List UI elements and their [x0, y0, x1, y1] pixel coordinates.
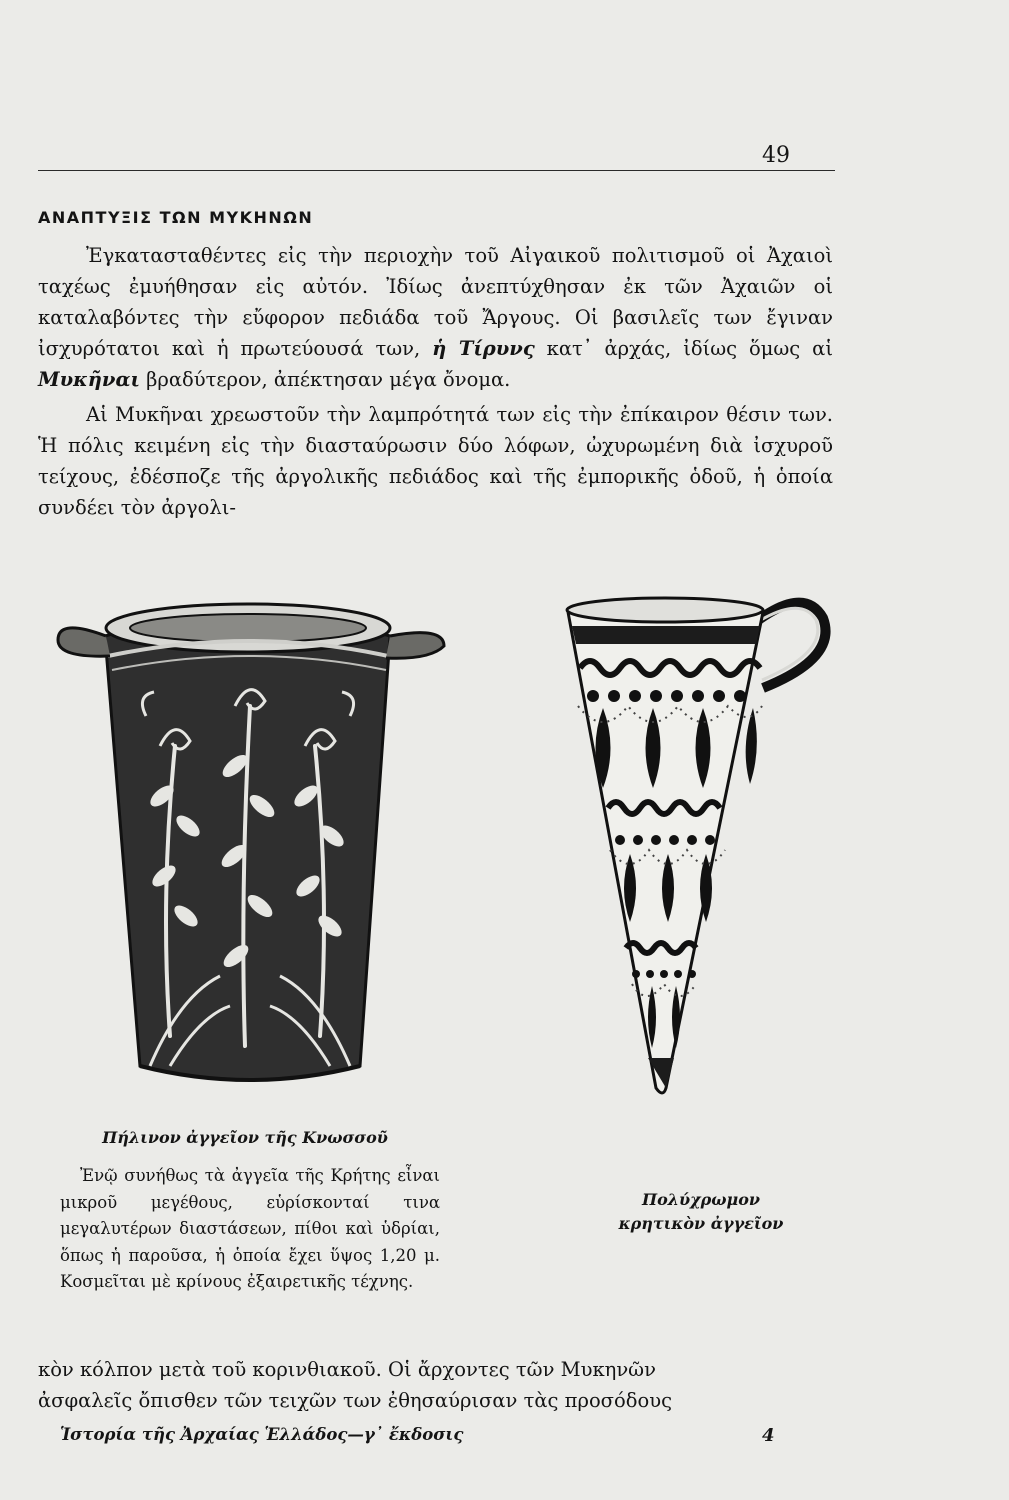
header-rule	[38, 170, 835, 171]
paragraph-1-part-3: βραδύτερον, ἀπέκτησαν μέγα ὄνομα.	[139, 368, 511, 391]
mycenae-highlight: Μυκῆναι	[38, 368, 140, 391]
paragraph-1-part-2: κατ᾽ ἀρχάς, ἰδίως ὅμως αἱ	[534, 337, 833, 360]
left-figure-caption: Πήλινον ἀγγεῖον τῆς Κνωσσοῦ	[102, 1128, 388, 1147]
cretan-rhyton-illustration	[548, 588, 838, 1188]
section-heading: ΑΝΑΠΤΥΞΙΣ ΤΩΝ ΜΥΚΗΝΩΝ	[38, 208, 314, 227]
footer-book-title: Ἱστορία τῆς Ἀρχαίας Ἑλλάδος—γ᾽ ἔκδοσις	[60, 1425, 464, 1444]
tiryns-highlight: ἡ Τίρυνς	[432, 337, 535, 360]
paragraph-1-part-1: Ἐγκατασταθέντες εἰς τὴν περιοχὴν τοῦ Αἰγαικοῦ πολιτισμοῦ οἱ Ἀχαιοὶ ταχέως ἐμυήθησαν εἰς αὐτόν. Ἰδίως ἀνεπτύχθησαν ἐκ τῶν Ἀχαιῶν οἱ καταλαβόντες τὴν εὔφορον πεδιάδα τοῦ Ἄργους. Οἱ βασιλεῖς των ἔγιναν ἰσχυρότατοι καὶ ἡ πρωτεύουσά των,	[38, 244, 833, 360]
continuation-line-2: ἀσφαλεῖς ὄπισθεν τῶν τειχῶν των ἐθησαύρισαν τὰς προσόδους	[38, 1389, 672, 1412]
right-caption-line-2: κρητικὸν ἀγγεῖον	[618, 1214, 784, 1233]
continuation-text	[38, 1354, 833, 1416]
body-text	[38, 240, 833, 523]
knossos-jar-illustration	[50, 596, 450, 1096]
paragraph-2: Αἱ Μυκῆναι χρεωστοῦν τὴν λαμπρότητά των εἰς τὴν ἐπίκαιρον θέσιν των. Ἡ πόλις κειμένη εἰς τὴν διασταύρωσιν δύο λόφων, ὠχυρωμένη διὰ ἰσχυροῦ τείχους, ἐδέσποζε τῆς ἀργολικῆς πεδιάδος καὶ τῆς ἐμπορικῆς ὁδοῦ, ἡ ὁποία συνδέει τὸν ἀργολι-	[38, 403, 833, 519]
side-note-text: Ἐνῷ συνήθως τὰ ἀγγεῖα τῆς Κρήτης εἶναι μικροῦ μεγέθους, εὑρίσκονταί τινα μεγαλυτέρων διαστάσεων, πίθοι καὶ ὑδρίαι, ὅπως ἡ παροῦσα, ἡ ὁποία ἔχει ὕψος 1,20 μ. Κοσμεῖται μὲ κρίνους ἐξαιρετικῆς τέχνης.	[60, 1166, 440, 1291]
footer-signature-number: 4	[762, 1425, 775, 1446]
right-figure-caption	[596, 1188, 806, 1236]
page-number: 49	[762, 143, 790, 168]
right-caption-line-1: Πολύχρωμον	[642, 1190, 760, 1209]
continuation-line-1: κὸν κόλπον μετὰ τοῦ κορινθιακοῦ. Οἱ ἄρχοντες τῶν Μυκηνῶν	[38, 1358, 656, 1381]
side-note	[60, 1163, 440, 1296]
paragraph-1	[38, 240, 833, 395]
